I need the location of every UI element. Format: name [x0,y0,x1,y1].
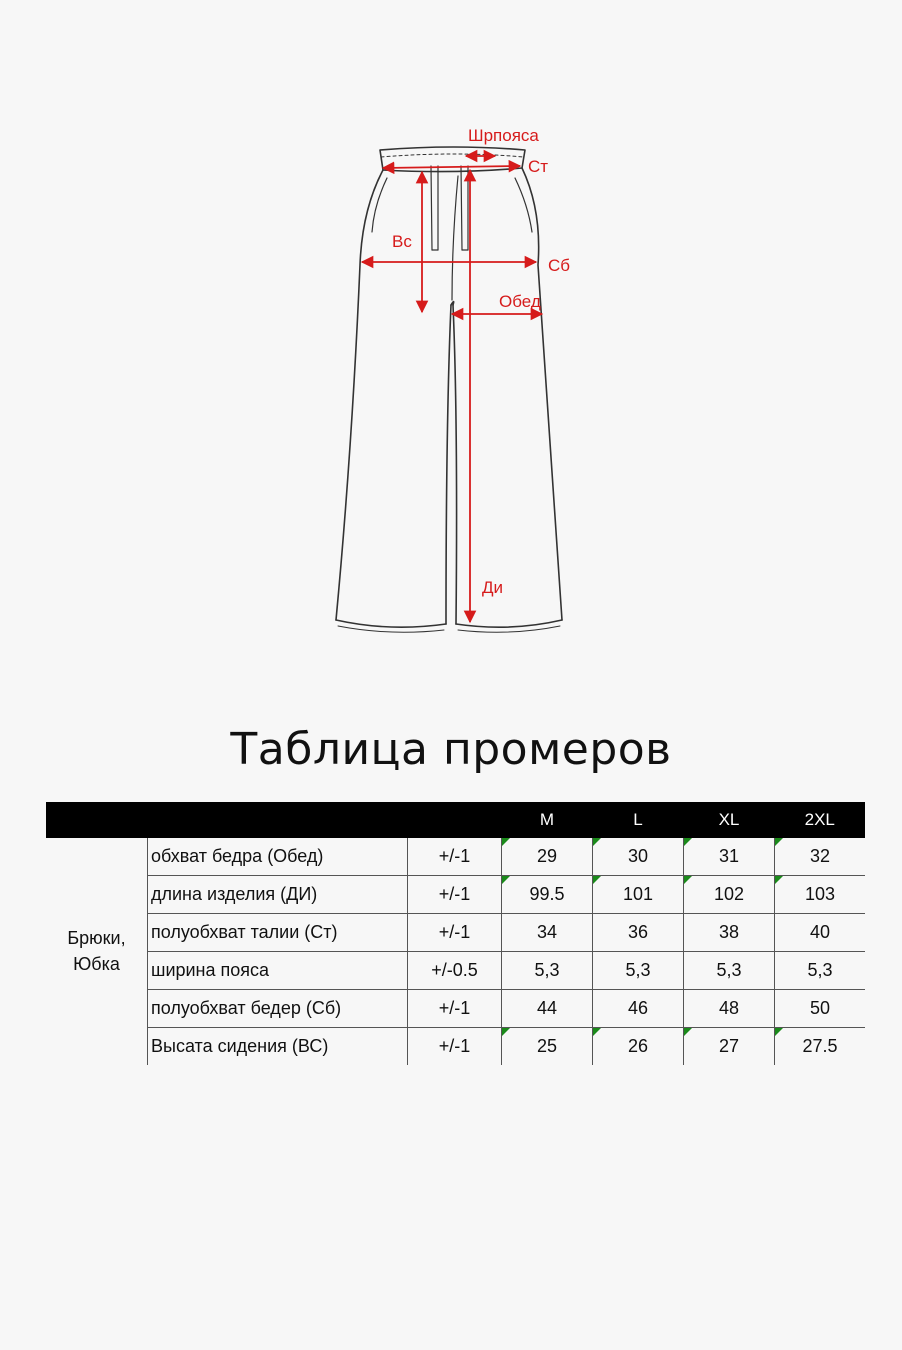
label-waistband-width: Шрпояса [468,126,539,145]
value-cell: 40 [775,914,866,952]
table-row [46,876,865,914]
value-cell: 27 [684,1028,775,1066]
page-title: Таблица промеров [230,724,672,775]
header-size-2xl: 2XL [775,802,866,838]
corner-mark [593,838,601,846]
header-size-xl: XL [684,802,775,838]
value-cell: 48 [684,990,775,1028]
tolerance-cell: +/-1 [408,876,502,914]
value-cell: 30 [593,838,684,876]
value-cell: 44 [502,990,593,1028]
corner-mark [775,838,783,846]
param-cell: Высата сидения (ВС) [148,1028,408,1066]
header-blank [46,802,502,838]
header-size-m: M [502,802,593,838]
param-cell: ширина пояса [148,952,408,990]
param-cell: полуобхват талии (Ст) [148,914,408,952]
value-cell: 26 [593,1028,684,1066]
table-row [46,1028,865,1066]
value-cell: 5,3 [775,952,866,990]
corner-mark [684,876,692,884]
table-row [46,952,865,990]
corner-mark [593,1028,601,1036]
value-cell: 102 [684,876,775,914]
value-cell: 5,3 [684,952,775,990]
label-seat-height: Вс [392,232,412,251]
corner-mark [593,876,601,884]
param-cell: обхват бедра (Обед) [148,838,408,876]
value-cell: 25 [502,1028,593,1066]
header-size-l: L [593,802,684,838]
label-half-waist: Ст [528,157,549,176]
value-cell: 101 [593,876,684,914]
value-cell: 36 [593,914,684,952]
corner-mark [775,1028,783,1036]
value-cell: 31 [684,838,775,876]
corner-mark [502,1028,510,1036]
corner-mark [502,876,510,884]
label-length: Ди [482,578,504,597]
value-cell: 38 [684,914,775,952]
tolerance-cell: +/-0.5 [408,952,502,990]
trousers-outline [336,147,562,632]
table-row [46,990,865,1028]
corner-mark [684,1028,692,1036]
measurement-lines [362,156,542,622]
value-cell: 29 [502,838,593,876]
label-hip-girth: Обед [499,292,541,311]
value-cell: 27.5 [775,1028,866,1066]
tolerance-cell: +/-1 [408,914,502,952]
value-cell: 5,3 [502,952,593,990]
size-table [46,802,865,1065]
value-cell: 46 [593,990,684,1028]
value-cell: 99.5 [502,876,593,914]
corner-mark [502,838,510,846]
value-cell: 34 [502,914,593,952]
label-half-hip: Сб [548,256,571,275]
table-row [46,838,865,876]
table-row [46,914,865,952]
value-cell: 5,3 [593,952,684,990]
param-cell: полуобхват бедер (Сб) [148,990,408,1028]
value-cell: 103 [775,876,866,914]
corner-mark [775,876,783,884]
param-cell: длина изделия (ДИ) [148,876,408,914]
corner-mark [684,838,692,846]
table-header-row [46,802,865,838]
tolerance-cell: +/-1 [408,990,502,1028]
value-cell: 32 [775,838,866,876]
tolerance-cell: +/-1 [408,838,502,876]
tolerance-cell: +/-1 [408,1028,502,1066]
value-cell: 50 [775,990,866,1028]
category-cell: Брюки, Юбка [67,928,126,974]
